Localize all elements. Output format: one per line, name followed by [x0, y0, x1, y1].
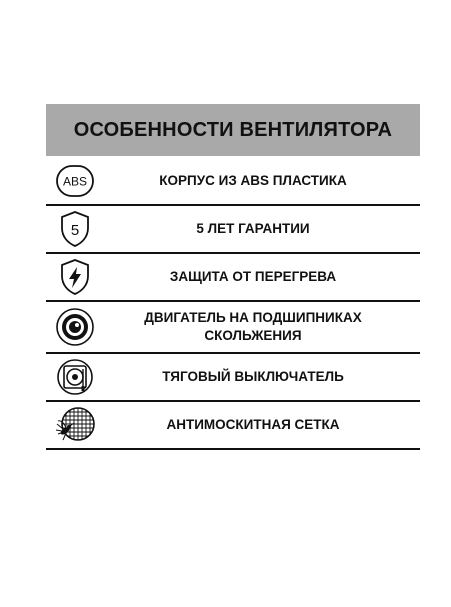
- feature-label-pull-switch: ТЯГОВЫЙ ВЫКЛЮЧАТЕЛЬ: [162, 369, 344, 384]
- feature-label-mosquito-net: АНТИМОСКИТНАЯ СЕТКА: [166, 417, 340, 432]
- feature-row-overheat: [46, 254, 420, 302]
- feature-label-overheat: ЗАЩИТА ОТ ПЕРЕГРЕВА: [169, 269, 337, 284]
- shield-5-text: 5: [70, 222, 80, 239]
- mosquito-net-icon: [46, 403, 104, 447]
- feature-label-motor-line2: СКОЛЬЖЕНИЯ: [204, 328, 302, 343]
- feature-row-mosquito-net: [46, 402, 420, 450]
- feature-row-pull-switch: [46, 354, 420, 402]
- feature-label-abs: КОРПУС ИЗ ABS ПЛАСТИКА: [159, 173, 347, 188]
- abs-badge-icon: [46, 159, 104, 203]
- feature-label-warranty: 5 ЛЕТ ГАРАНТИИ: [196, 221, 310, 236]
- features-header: [46, 104, 420, 156]
- features-list: [46, 158, 420, 450]
- header-title: ОСОБЕННОСТИ ВЕНТИЛЯТОРА: [73, 118, 393, 141]
- motor-bearing-icon: [46, 305, 104, 349]
- feature-label-motor: [104, 309, 420, 345]
- pull-switch-fan-icon: [46, 355, 104, 399]
- abs-badge-text: ABS: [62, 174, 88, 189]
- feature-row-motor: [46, 302, 420, 354]
- feature-row-warranty: [46, 206, 420, 254]
- feature-label-motor-line1: ДВИГАТЕЛЬ НА ПОДШИПНИКАХ: [144, 310, 362, 325]
- feature-row-abs: [46, 158, 420, 206]
- shield-lightning-icon: [46, 255, 104, 299]
- shield-5-icon: [46, 207, 104, 251]
